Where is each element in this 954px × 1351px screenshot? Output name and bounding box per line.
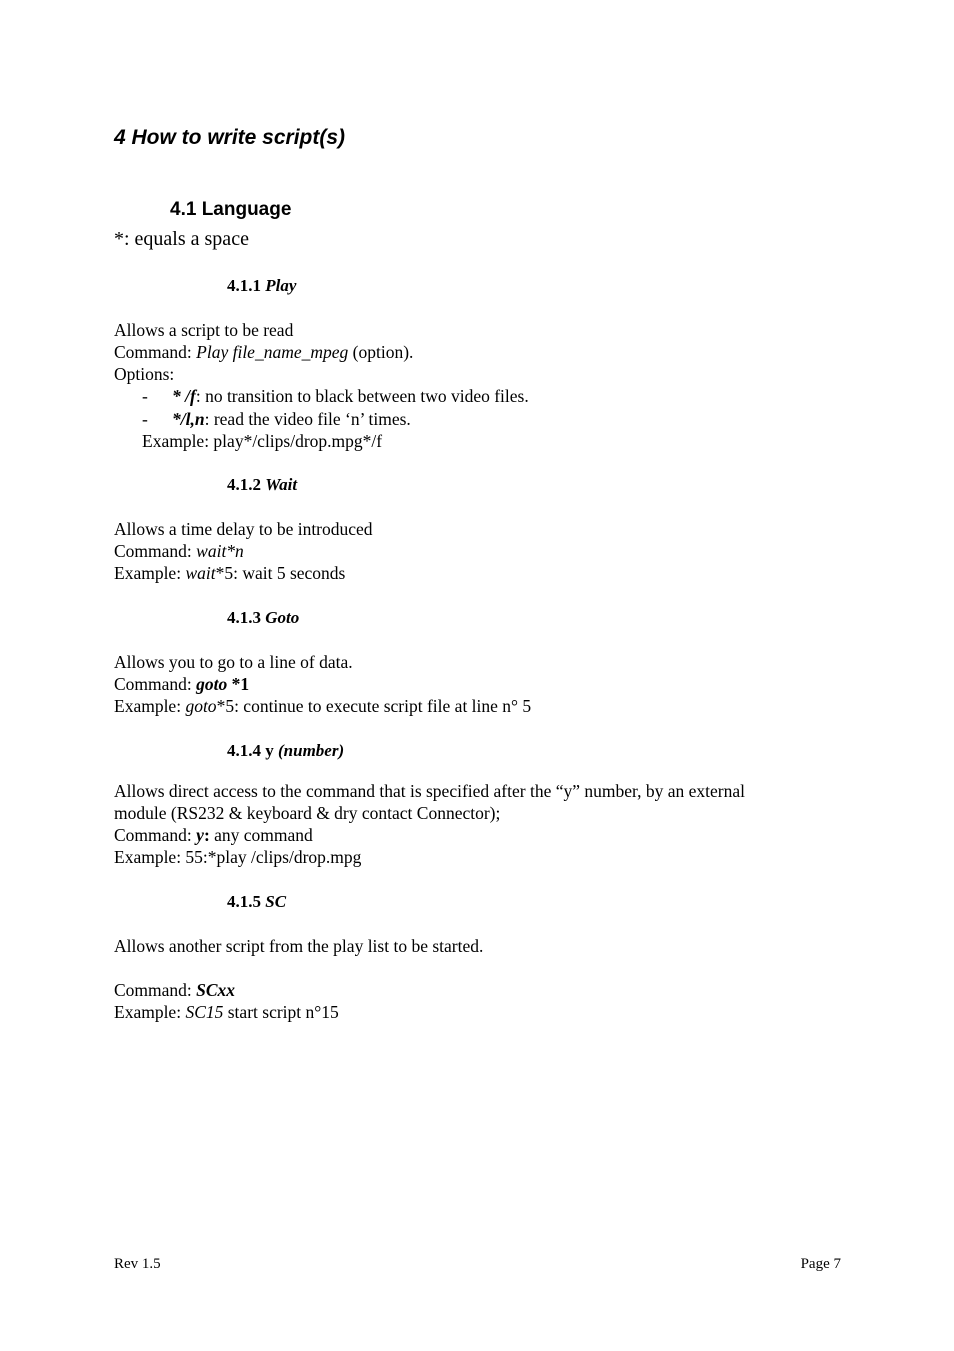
subsection-heading-wait: [227, 475, 297, 495]
play-command: [114, 342, 413, 363]
footer-page-number: Page 7: [800, 1256, 841, 1272]
subsection-heading-y: [227, 741, 344, 761]
subsection-name: SC: [265, 892, 287, 911]
command-rest: any command: [209, 825, 313, 845]
subsection-number: 4.1.5: [227, 892, 261, 911]
play-description: Allows a script to be read: [114, 320, 294, 340]
subsection-name: Goto: [265, 608, 300, 627]
wait-command: [114, 541, 244, 562]
subsection-number: 4.1.3: [227, 608, 261, 627]
example-keyword: SC15: [185, 1002, 224, 1022]
play-option-2: [142, 409, 411, 430]
example-rest: start script n°15: [223, 1002, 339, 1022]
sc-command: [114, 980, 235, 1001]
language-note: *: equals a space: [114, 228, 249, 250]
command-keyword: y: [196, 825, 204, 845]
play-example: Example: play*/clips/drop.mpg*/f: [142, 431, 383, 451]
subsection-name: Wait: [265, 475, 298, 494]
example-label: Example:: [114, 563, 186, 583]
y-description-line-1: Allows direct access to the command that is specified after the “y” number, by an external: [114, 781, 746, 801]
command-keyword: goto: [196, 674, 228, 694]
subsection-heading-goto: [227, 608, 299, 628]
command-rest: (option).: [348, 342, 414, 362]
example-label: Example:: [114, 696, 186, 716]
wait-example: [114, 563, 345, 584]
example-label: Example:: [114, 1002, 186, 1022]
subsection-number: 4.1.2: [227, 475, 261, 494]
play-option-1: [142, 386, 529, 407]
option-code: * /f: [172, 386, 196, 406]
y-description-line-2: module (RS232 & keyboard & dry contact Connector);: [114, 803, 501, 823]
option-code: */l,n: [172, 409, 205, 429]
example-keyword: goto: [185, 696, 217, 716]
goto-command: [114, 674, 249, 695]
subsection-number: 4.1.4 y: [227, 741, 274, 760]
option-text: : read the video file ‘n’ times.: [204, 409, 411, 429]
command-label: Command:: [114, 342, 197, 362]
subsection-number: 4.1.1: [227, 276, 261, 295]
example-rest: *5: continue to execute script file at line n° 5: [216, 696, 532, 716]
subsection-heading-sc: [227, 892, 286, 912]
sc-description: Allows another script from the play list to be started.: [114, 936, 484, 956]
goto-example: [114, 696, 531, 717]
chapter-heading: 4 How to write script(s): [114, 126, 346, 149]
command-colon: :: [203, 825, 210, 845]
list-dash: -: [142, 409, 148, 429]
command-syntax: wait*n: [196, 541, 244, 561]
y-example: Example: 55:*play /clips/drop.mpg: [114, 847, 362, 867]
command-label: Command:: [114, 674, 197, 694]
play-options-label: Options:: [114, 364, 175, 384]
example-keyword: wait: [185, 563, 216, 583]
wait-description: Allows a time delay to be introduced: [114, 519, 373, 539]
command-label: Command:: [114, 980, 197, 1000]
sc-example: [114, 1002, 339, 1023]
command-keyword: SCxx: [196, 980, 236, 1000]
goto-description: Allows you to go to a line of data.: [114, 652, 353, 672]
command-label: Command:: [114, 825, 197, 845]
command-label: Command:: [114, 541, 197, 561]
subsection-name: Play: [265, 276, 297, 295]
example-rest: *5: wait 5 seconds: [215, 563, 346, 583]
command-argument: *1: [227, 674, 250, 694]
section-heading-language: 4.1 Language: [170, 199, 292, 220]
option-text: : no transition to black between two video files.: [195, 386, 529, 406]
subsection-heading-play: [227, 276, 296, 296]
subsection-name: (number): [278, 741, 345, 760]
y-command: [114, 825, 313, 846]
footer-revision: Rev 1.5: [114, 1256, 161, 1272]
list-dash: -: [142, 386, 148, 406]
command-syntax: Play file_name_mpeg: [196, 342, 349, 362]
